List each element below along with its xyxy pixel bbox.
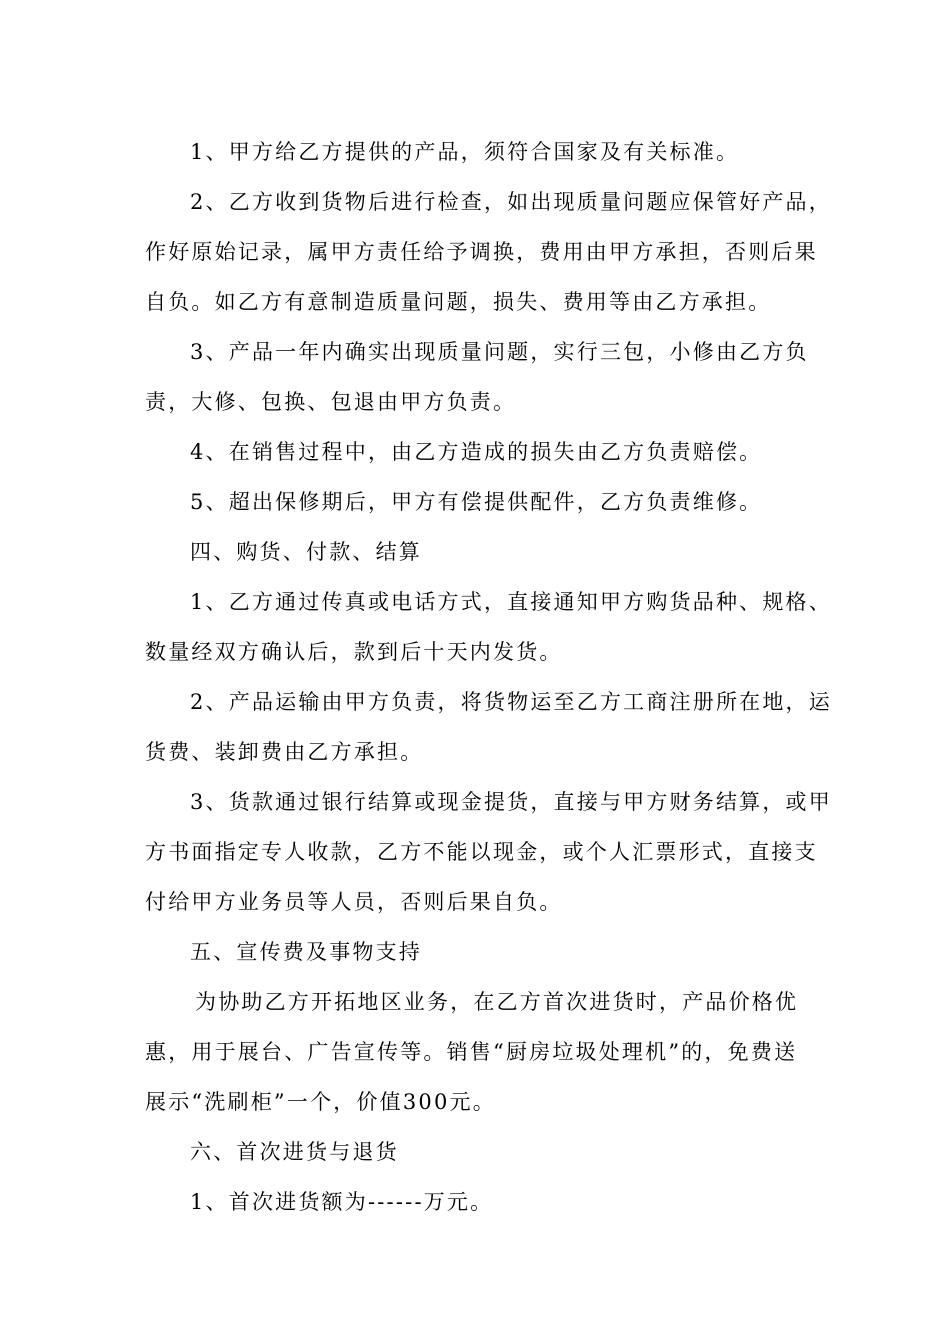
clause-promotion-line-3: 展示“洗刷柜”一个，价值300元。	[145, 1090, 496, 1114]
clause-inspection-line-1: 2、乙方收到货物后进行检查，如出现质量问题应保管好产品，	[190, 190, 832, 214]
clause-inspection-line-3: 自负。如乙方有意制造质量问题，损失、费用等由乙方承担。	[145, 290, 772, 314]
clause-first-purchase-amount: 1、首次进货额为------万元。	[190, 1190, 494, 1214]
clause-warranty-line-2: 责，大修、包换、包退由甲方负责。	[145, 390, 517, 414]
clause-promotion-line-1: 为协助乙方开拓地区业务，在乙方首次进货时，产品价格优	[195, 990, 799, 1014]
section-heading-first-purchase: 六、首次进货与退货	[190, 1140, 399, 1164]
clause-settlement-line-2: 方书面指定专人收款，乙方不能以现金，或个人汇票形式，直接支	[145, 840, 818, 864]
section-heading-promotion: 五、宣传费及事物支持	[190, 940, 422, 964]
clause-settlement-line-1: 3、货款通过银行结算或现金提货，直接与甲方财务结算，或甲	[190, 790, 832, 814]
clause-promotion-line-2: 惠，用于展台、广告宣传等。销售“厨房垃圾处理机”的，免费送	[145, 1040, 798, 1064]
clause-post-warranty: 5、超出保修期后，甲方有偿提供配件，乙方负责维修。	[190, 490, 763, 514]
section-heading-purchase-payment: 四、购货、付款、结算	[190, 540, 422, 564]
clause-warranty-line-1: 3、产品一年内确实出现质量问题，实行三包，小修由乙方负	[190, 340, 809, 364]
clause-transport-line-1: 2、产品运输由甲方负责，将货物运至乙方工商注册所在地，运	[190, 690, 832, 714]
clause-order-line-2: 数量经双方确认后，款到后十天内发货。	[145, 640, 563, 664]
clause-settlement-line-3: 付给甲方业务员等人员，否则后果自负。	[145, 890, 563, 914]
clause-sales-loss: 4、在销售过程中，由乙方造成的损失由乙方负责赔偿。	[190, 440, 763, 464]
clause-transport-line-2: 货费、装卸费由乙方承担。	[145, 740, 424, 764]
clause-quality-standard: 1、甲方给乙方提供的产品，须符合国家及有关标准。	[190, 140, 740, 164]
clause-order-line-1: 1、乙方通过传真或电话方式，直接通知甲方购货品种、规格、	[190, 590, 832, 614]
clause-inspection-line-2: 作好原始记录，属甲方责任给予调换，费用由甲方承担，否则后果	[145, 240, 818, 264]
